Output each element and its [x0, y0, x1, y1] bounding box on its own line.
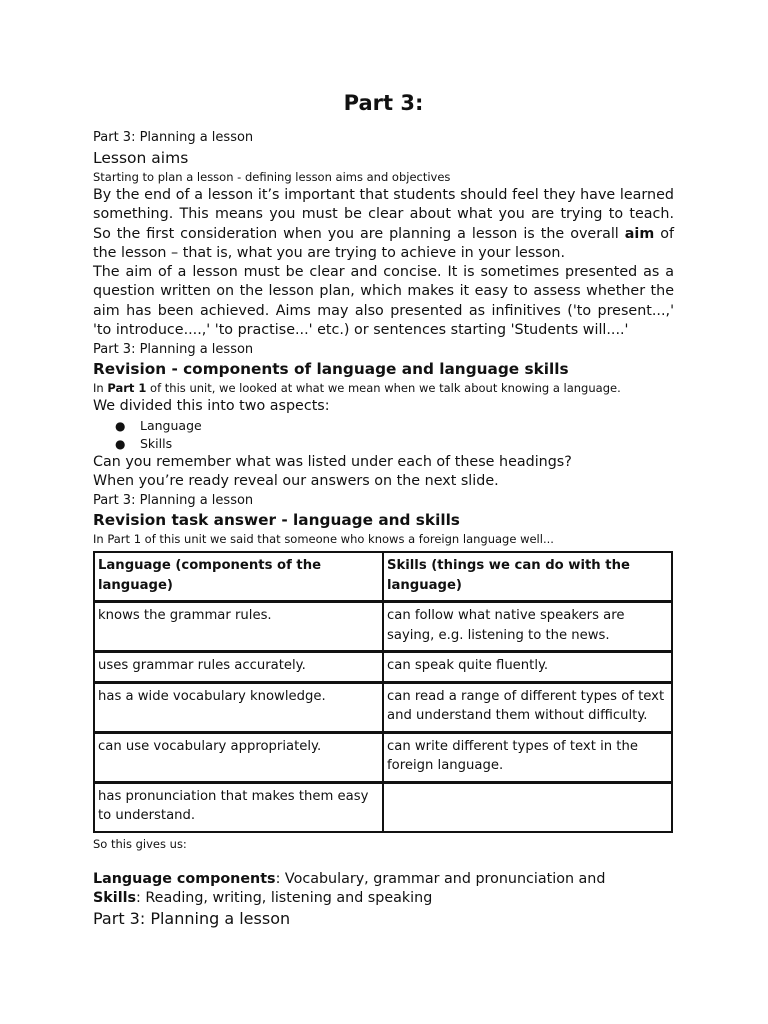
- table-cell: can follow what native speakers are saying, e.g. listening to the news.: [383, 602, 672, 652]
- page-title: Part 3:: [343, 91, 424, 115]
- table-row: [94, 782, 672, 832]
- document-page: [93, 88, 674, 930]
- table-header-row: [94, 552, 672, 602]
- list-item: ● Language: [115, 417, 202, 433]
- section-label: Part 3: Planning a lesson: [93, 909, 291, 929]
- language-skills-table: [93, 551, 673, 833]
- revision-reveal: When you’re ready reveal our answers on the next slide.: [93, 472, 499, 489]
- aim-bold: aim: [624, 225, 655, 242]
- table-row: [94, 602, 672, 652]
- summary-language: Language components: Vocabulary, grammar and pronunciation and: [93, 870, 606, 887]
- table-cell: can speak quite fluently.: [383, 652, 672, 683]
- table-row: [94, 682, 672, 732]
- table-cell: has a wide vocabulary knowledge.: [94, 682, 383, 732]
- answer-intro: In Part 1 of this unit we said that someone who knows a foreign language well...: [93, 532, 554, 547]
- table-cell: can write different types of text in the foreign language.: [383, 732, 672, 782]
- table-cell: can read a range of different types of text and understand them without difficulty.: [383, 682, 672, 732]
- table-cell: can use vocabulary appropriately.: [94, 732, 383, 782]
- part-1-bold: Part 1: [107, 381, 147, 396]
- table-row: [94, 732, 672, 782]
- revision-divided: We divided this into two aspects:: [93, 398, 330, 415]
- lesson-aims-subheading: Starting to plan a lesson - defining lesson aims and objectives: [93, 170, 451, 184]
- revision-question: Can you remember what was listed under each of these headings?: [93, 453, 572, 470]
- section-label: Part 3: Planning a lesson: [93, 342, 254, 358]
- summary-skills: Skills: Reading, writing, listening and speaking: [93, 890, 433, 907]
- bullet-icon: ●: [115, 418, 126, 433]
- section-label: Part 3: Planning a lesson: [93, 130, 254, 145]
- list-item: ● Skills: [115, 435, 173, 451]
- gives-us-text: So this gives us:: [93, 836, 187, 851]
- lesson-aims-heading: Lesson aims: [93, 149, 189, 167]
- bullet-icon: ●: [115, 436, 126, 451]
- lesson-aims-paragraph-2: The aim of a lesson must be clear and concise. It is sometimes presented as a question written on the lesson plan, which makes it easy to assess whether the aim has been achieved. Aims may also presented as infinitives ('to present...,' 'to introduce....,' 'to practise...' etc.) or sentences starting 'Students will....': [93, 264, 674, 339]
- section-label: Part 3: Planning a lesson: [93, 493, 254, 509]
- revision-intro: In Part 1 of this unit, we looked at what we mean when we talk about knowing a language.: [93, 381, 621, 396]
- table-header-skills: Skills (things we can do with the language): [383, 552, 672, 602]
- revision-heading: Revision - components of language and language skills: [93, 360, 569, 379]
- table-row: [94, 652, 672, 683]
- aspects-list: [93, 417, 674, 453]
- table-cell: uses grammar rules accurately.: [94, 652, 383, 683]
- table-cell: knows the grammar rules.: [94, 602, 383, 652]
- lesson-aims-paragraph-1: By the end of a lesson it’s important that students should feel they have learned something. This means you must be clear about what you are trying to teach. So the first consideration when you are planning a lesson is the overall aim of the lesson – that is, what you are trying to achieve in your lesson.: [93, 187, 674, 261]
- table-cell: [383, 782, 672, 832]
- table-cell: has pronunciation that makes them easy to understand.: [94, 782, 383, 832]
- answer-heading: Revision task answer - language and skills: [93, 511, 460, 530]
- table-header-language: Language (components of the language): [94, 552, 383, 602]
